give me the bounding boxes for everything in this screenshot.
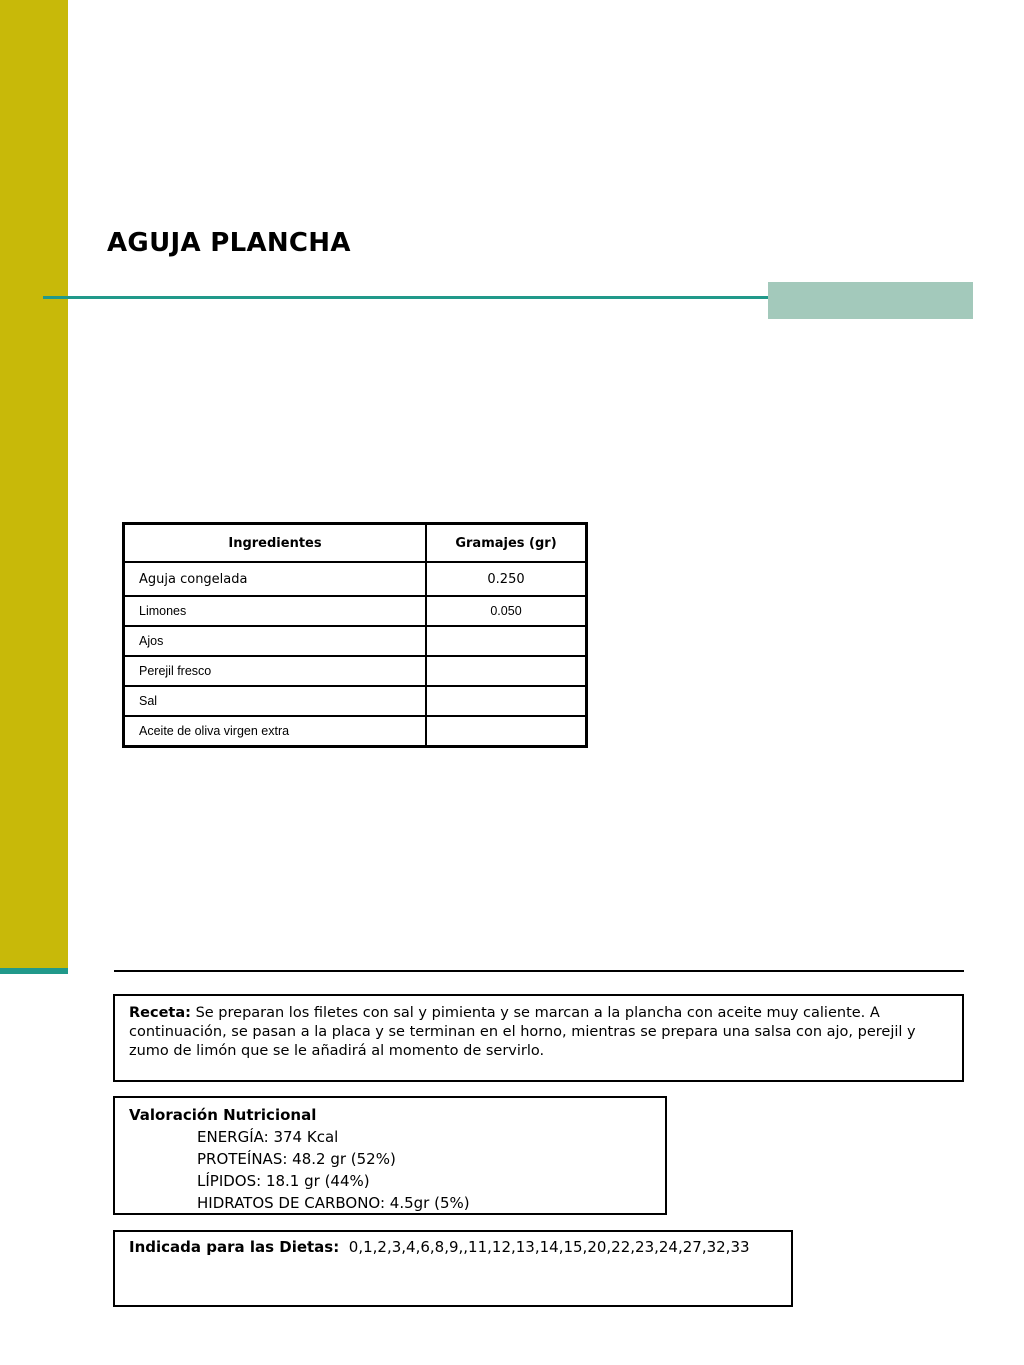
nutrition-box [113, 1096, 667, 1215]
page-title: AGUJA PLANCHA [107, 228, 351, 258]
ingredient-name: Ajos [124, 626, 427, 656]
ingredient-qty [426, 656, 587, 686]
recipe-text: Se preparan los filetes con sal y pimienta y se marcan a la plancha con aceite muy caliente. A continuación, se pasan a la placa y se terminan en el horno, mientras se prepara una salsa con ajo, perejil y zumo de limón que se le añadirá al momento de servirlo. [129, 1005, 916, 1059]
table-row [124, 716, 587, 747]
diets-label: Indicada para las Dietas: [129, 1238, 340, 1256]
table-row [124, 596, 587, 626]
nutrition-proteins: PROTEÍNAS: 48.2 gr (52%) [197, 1150, 396, 1168]
diets-box [113, 1230, 793, 1307]
recipe-label: Receta: [129, 1005, 191, 1021]
ingredient-qty [426, 626, 587, 656]
table-row [124, 626, 587, 656]
column-header-grams: Gramajes (gr) [426, 524, 587, 563]
sidebar-accent [0, 968, 68, 974]
ingredient-qty [426, 716, 587, 747]
ingredient-name: Limones [124, 596, 427, 626]
recipe-box [113, 994, 964, 1082]
table-row [124, 686, 587, 716]
column-header-ingredients: Ingredientes [124, 524, 427, 563]
ingredient-name: Sal [124, 686, 427, 716]
ingredient-qty: 0.050 [426, 596, 587, 626]
section-divider [114, 970, 964, 972]
ingredient-name: Aguja congelada [124, 562, 427, 596]
sidebar-band [0, 0, 68, 968]
nutrition-energy: ENERGÍA: 374 Kcal [197, 1128, 339, 1146]
title-accent-block [768, 282, 973, 319]
table-row [124, 656, 587, 686]
ingredient-qty: 0.250 [426, 562, 587, 596]
ingredient-name: Aceite de oliva virgen extra [124, 716, 427, 747]
ingredient-name: Perejil fresco [124, 656, 427, 686]
table-header-row [124, 524, 587, 563]
ingredients-table [122, 522, 588, 748]
nutrition-title: Valoración Nutricional [129, 1106, 317, 1124]
ingredient-qty [426, 686, 587, 716]
nutrition-carbs: HIDRATOS DE CARBONO: 4.5gr (5%) [197, 1194, 470, 1212]
diets-value: 0,1,2,3,4,6,8,9,,11,12,13,14,15,20,22,23,24,27,32,33 [348, 1238, 750, 1256]
table-row [124, 562, 587, 596]
nutrition-lipids: LÍPIDOS: 18.1 gr (44%) [197, 1172, 370, 1190]
